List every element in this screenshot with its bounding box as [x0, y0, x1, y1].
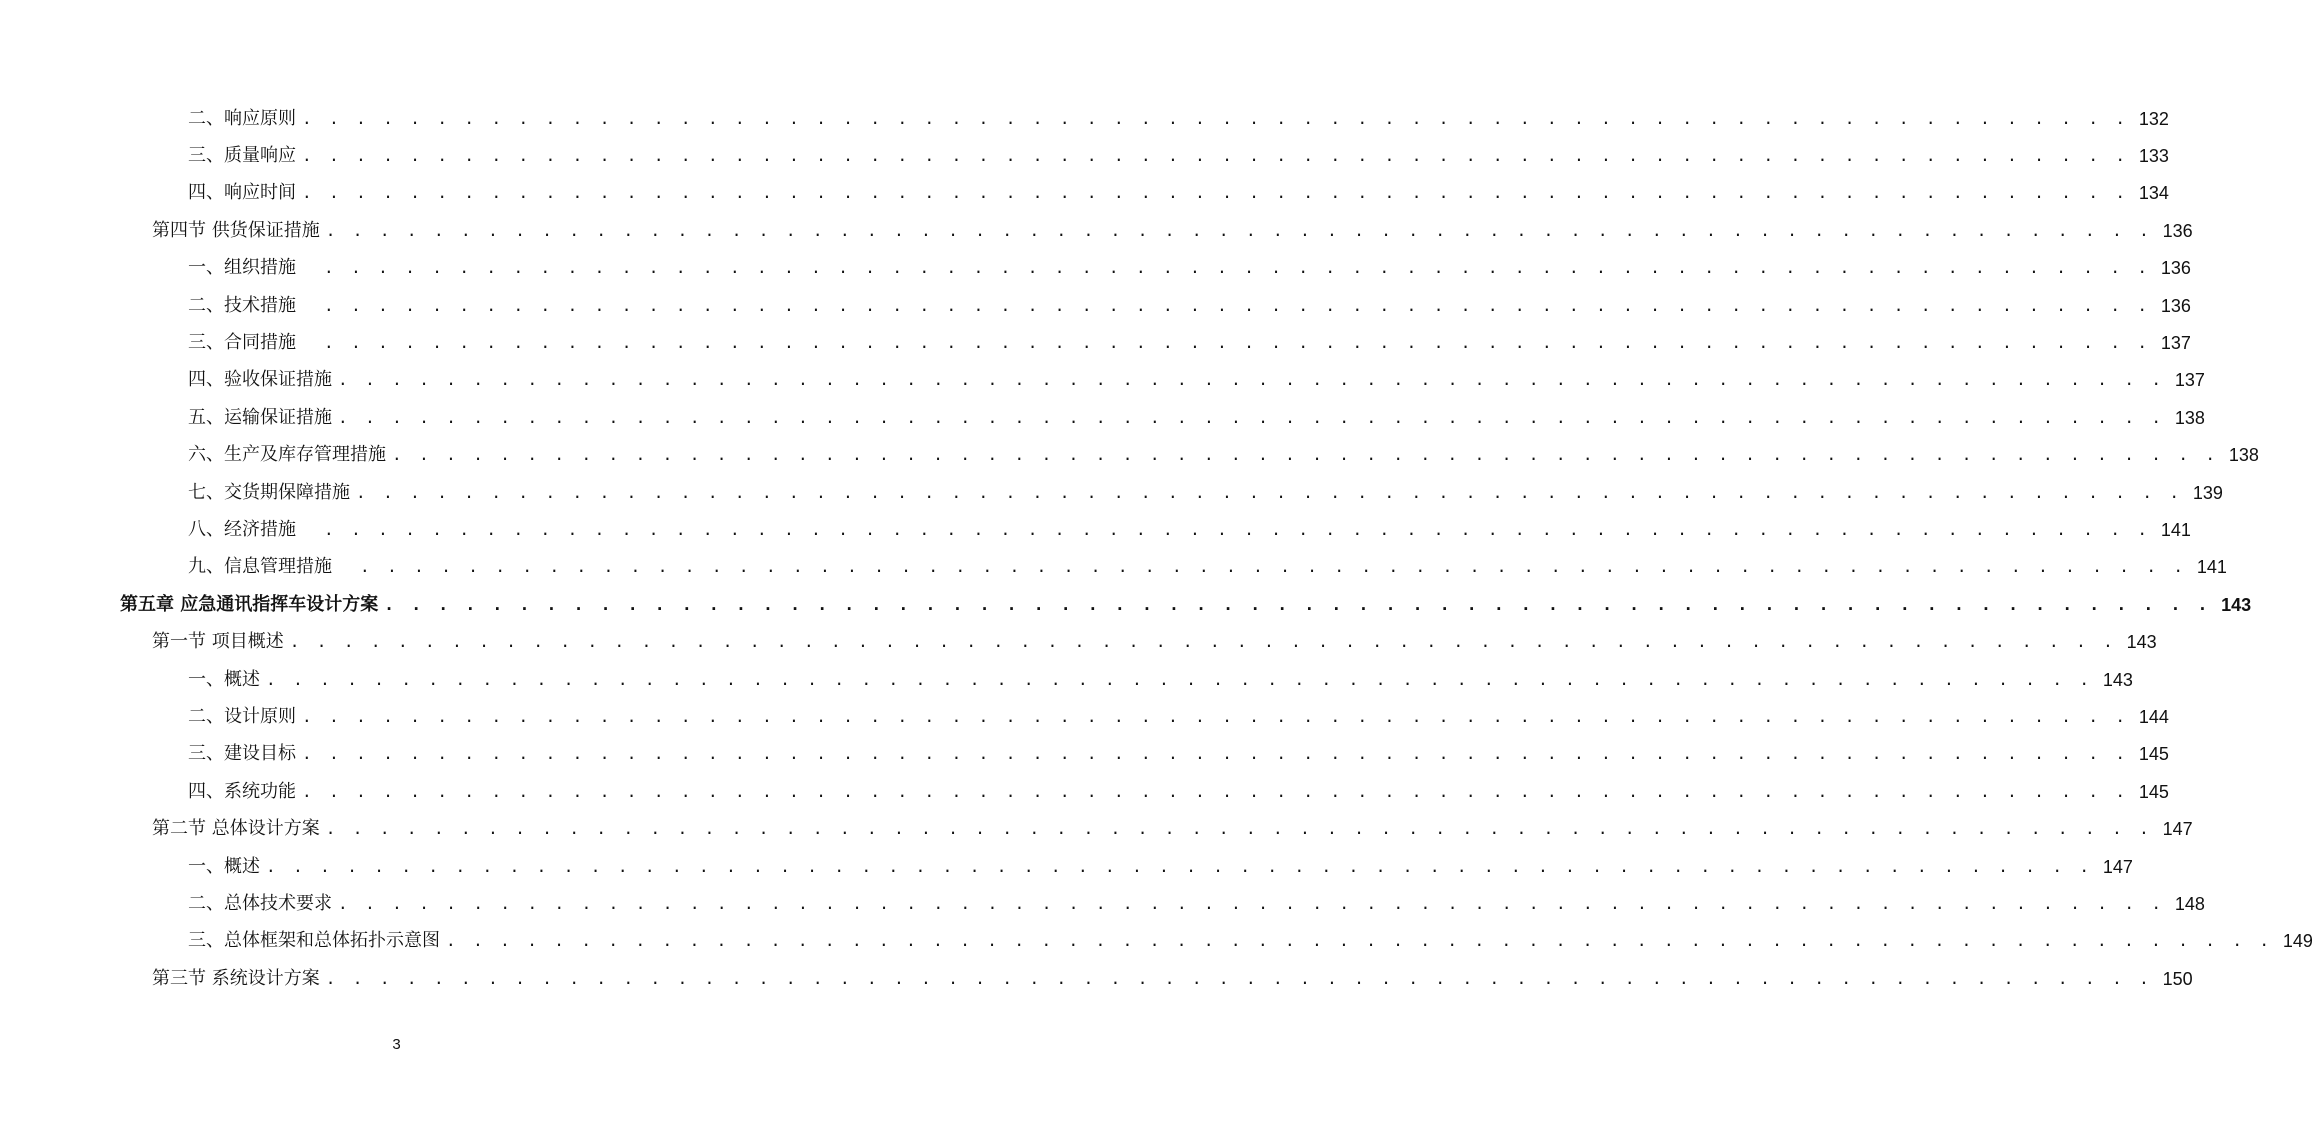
toc-entry-section[interactable]: [152, 810, 2193, 847]
toc-leader-dots: . . . . . . . . . . . . . . . . . . . . . . . . . . . . . . . . . . . . . . . . . . . . . . . . . . . . . . . . . . . . . . . . . . . .: [266, 669, 2093, 689]
toc-entry-page-number: 138: [2174, 407, 2205, 428]
toc-entry-page-number: 143: [2126, 632, 2157, 653]
toc-entry-label: 二、设计原则: [188, 705, 296, 727]
toc-leader-dots: . . . . . . . . . . . . . . . . . . . . . . . . . . . . . . . . . . . . . . . . . . . . . . . . . . . . . . . . . . . . . . . . . . . .: [384, 594, 2212, 614]
toc-entry-page-number: 134: [2138, 183, 2169, 204]
toc-entry-label: 八、经济措施: [188, 518, 296, 540]
toc-entry-label: 四、系统功能: [188, 780, 296, 802]
toc-leader-dots: . . . . . . . . . . . . . . . . . . . . . . . . . . . . . . . . . . . . . . . . . . . . . . . . . . . . . . . . . . . . . . . . . . . .: [324, 258, 2151, 278]
toc-entry-label: 第四节 供货保证措施: [152, 219, 320, 241]
toc-leader-dots: . . . . . . . . . . . . . . . . . . . . . . . . . . . . . . . . . . . . . . . . . . . . . . . . . . . . . . . . . . . . . . . . . . . .: [325, 968, 2153, 988]
toc-entry-section[interactable]: [152, 623, 2157, 660]
toc-entry-item[interactable]: [188, 250, 2191, 287]
toc-entry-item[interactable]: [188, 885, 2205, 922]
toc-entry-label: 三、质量响应: [188, 145, 296, 167]
toc-entry-item[interactable]: [188, 175, 2169, 212]
toc-entry-label: 六、生产及库存管理措施: [188, 444, 386, 466]
table-of-contents: [0, 100, 2313, 997]
toc-entry-page-number: 150: [2162, 968, 2193, 989]
toc-entry-label: 三、总体框架和总体拓扑示意图: [188, 930, 440, 952]
toc-entry-page-number: 143: [2102, 669, 2133, 690]
toc-leader-dots: . . . . . . . . . . . . . . . . . . . . . . . . . . . . . . . . . . . . . . . . . . . . . . . . . . . . . . . . . . . . . . . . . . . .: [360, 557, 2187, 577]
toc-entry-page-number: 145: [2138, 781, 2169, 802]
toc-entry-item[interactable]: [188, 399, 2205, 436]
toc-entry-item[interactable]: [188, 324, 2191, 361]
toc-entry-page-number: 133: [2138, 146, 2169, 167]
toc-entry-page-number: 147: [2162, 819, 2193, 840]
toc-entry-label: 九、信息管理措施: [188, 556, 332, 578]
toc-entry-item[interactable]: [188, 661, 2133, 698]
toc-entry-label: 二、技术措施: [188, 294, 296, 316]
page-number: 3: [392, 1036, 401, 1053]
toc-entry-label: 四、响应时间: [188, 182, 296, 204]
toc-entry-page-number: 141: [2196, 557, 2227, 578]
toc-entry-page-number: 137: [2174, 370, 2205, 391]
toc-entry-label: 七、交货期保障措施: [188, 481, 350, 503]
toc-entry-page-number: 136: [2160, 258, 2191, 279]
toc-entry-item[interactable]: [188, 549, 2227, 586]
toc-entry-label: 五、运输保证措施: [188, 406, 332, 428]
toc-entry-item[interactable]: [188, 287, 2191, 324]
toc-leader-dots: . . . . . . . . . . . . . . . . . . . . . . . . . . . . . . . . . . . . . . . . . . . . . . . . . . . . . . . . . . . . . . . . . . . .: [446, 931, 2273, 951]
toc-leader-dots: . . . . . . . . . . . . . . . . . . . . . . . . . . . . . . . . . . . . . . . . . . . . . . . . . . . . . . . . . . . . . . . . . . . .: [324, 519, 2151, 539]
toc-leader-dots: . . . . . . . . . . . . . . . . . . . . . . . . . . . . . . . . . . . . . . . . . . . . . . . . . . . . . . . . . . . . . . . . . . . .: [302, 744, 2129, 764]
toc-entry-item[interactable]: [188, 362, 2205, 399]
toc-entry-item[interactable]: [188, 773, 2169, 810]
toc-entry-item[interactable]: [188, 100, 2169, 137]
toc-entry-page-number: 144: [2138, 706, 2169, 727]
toc-entry-item[interactable]: [188, 511, 2191, 548]
toc-entry-item[interactable]: [188, 698, 2169, 735]
toc-entry-section[interactable]: [152, 212, 2193, 249]
toc-leader-dots: . . . . . . . . . . . . . . . . . . . . . . . . . . . . . . . . . . . . . . . . . . . . . . . . . . . . . . . . . . . . . . . . . . . .: [325, 220, 2153, 240]
toc-entry-item[interactable]: [188, 923, 2313, 960]
toc-entry-label: 第三节 系统设计方案: [152, 967, 320, 989]
toc-entry-page-number: 147: [2102, 856, 2133, 877]
toc-entry-label: 一、组织措施: [188, 257, 296, 279]
toc-entry-label: 一、概述: [188, 855, 260, 877]
toc-entry-page-number: 148: [2174, 893, 2205, 914]
toc-entry-item[interactable]: [188, 848, 2133, 885]
toc-leader-dots: . . . . . . . . . . . . . . . . . . . . . . . . . . . . . . . . . . . . . . . . . . . . . . . . . . . . . . . . . . . . . . . . . . . .: [324, 295, 2151, 315]
toc-entry-page-number: 138: [2228, 445, 2259, 466]
toc-entry-section[interactable]: [152, 960, 2193, 997]
toc-entry-chapter[interactable]: [120, 586, 2252, 623]
toc-entry-item[interactable]: [188, 736, 2169, 773]
toc-leader-dots: . . . . . . . . . . . . . . . . . . . . . . . . . . . . . . . . . . . . . . . . . . . . . . . . . . . . . . . . . . . . . . . . . . . .: [302, 183, 2129, 203]
toc-leader-dots: . . . . . . . . . . . . . . . . . . . . . . . . . . . . . . . . . . . . . . . . . . . . . . . . . . . . . . . . . . . . . . . . . . . .: [338, 370, 2165, 390]
toc-entry-page-number: 136: [2162, 220, 2193, 241]
toc-leader-dots: . . . . . . . . . . . . . . . . . . . . . . . . . . . . . . . . . . . . . . . . . . . . . . . . . . . . . . . . . . . . . . . . . . . .: [302, 781, 2129, 801]
toc-entry-label: 第二节 总体设计方案: [152, 818, 320, 840]
toc-leader-dots: . . . . . . . . . . . . . . . . . . . . . . . . . . . . . . . . . . . . . . . . . . . . . . . . . . . . . . . . . . . . . . . . . . . .: [266, 856, 2093, 876]
toc-entry-page-number: 132: [2138, 108, 2169, 129]
toc-entry-label: 二、总体技术要求: [188, 892, 332, 914]
toc-entry-page-number: 145: [2138, 744, 2169, 765]
toc-entry-item[interactable]: [188, 137, 2169, 174]
toc-leader-dots: . . . . . . . . . . . . . . . . . . . . . . . . . . . . . . . . . . . . . . . . . . . . . . . . . . . . . . . . . . . . . . . . . . . .: [302, 146, 2129, 166]
toc-entry-page-number: 137: [2160, 333, 2191, 354]
toc-leader-dots: . . . . . . . . . . . . . . . . . . . . . . . . . . . . . . . . . . . . . . . . . . . . . . . . . . . . . . . . . . . . . . . . . . . .: [302, 108, 2129, 128]
toc-leader-dots: . . . . . . . . . . . . . . . . . . . . . . . . . . . . . . . . . . . . . . . . . . . . . . . . . . . . . . . . . . . . . . . . . . . .: [338, 893, 2165, 913]
toc-leader-dots: . . . . . . . . . . . . . . . . . . . . . . . . . . . . . . . . . . . . . . . . . . . . . . . . . . . . . . . . . . . . . . . . . . . .: [356, 482, 2183, 502]
toc-leader-dots: . . . . . . . . . . . . . . . . . . . . . . . . . . . . . . . . . . . . . . . . . . . . . . . . . . . . . . . . . . . . . . . . . . . .: [392, 445, 2219, 465]
toc-entry-item[interactable]: [188, 437, 2259, 474]
toc-entry-page-number: 141: [2160, 519, 2191, 540]
toc-entry-page-number: 143: [2221, 594, 2252, 615]
toc-leader-dots: . . . . . . . . . . . . . . . . . . . . . . . . . . . . . . . . . . . . . . . . . . . . . . . . . . . . . . . . . . . . . . . . . . . .: [338, 407, 2165, 427]
toc-entry-label: 三、合同措施: [188, 332, 296, 354]
toc-entry-label: 第五章 应急通讯指挥车设计方案: [120, 593, 379, 615]
toc-leader-dots: . . . . . . . . . . . . . . . . . . . . . . . . . . . . . . . . . . . . . . . . . . . . . . . . . . . . . . . . . . . . . . . . . . . .: [325, 819, 2153, 839]
toc-entry-page-number: 139: [2192, 482, 2223, 503]
toc-entry-page-number: 149: [2282, 931, 2313, 952]
toc-entry-page-number: 136: [2160, 295, 2191, 316]
toc-entry-item[interactable]: [188, 474, 2223, 511]
toc-leader-dots: . . . . . . . . . . . . . . . . . . . . . . . . . . . . . . . . . . . . . . . . . . . . . . . . . . . . . . . . . . . . . . . . . . . .: [289, 632, 2117, 652]
toc-leader-dots: . . . . . . . . . . . . . . . . . . . . . . . . . . . . . . . . . . . . . . . . . . . . . . . . . . . . . . . . . . . . . . . . . . . .: [302, 706, 2129, 726]
toc-entry-label: 三、建设目标: [188, 743, 296, 765]
toc-leader-dots: . . . . . . . . . . . . . . . . . . . . . . . . . . . . . . . . . . . . . . . . . . . . . . . . . . . . . . . . . . . . . . . . . . . .: [324, 333, 2151, 353]
toc-entry-label: 一、概述: [188, 668, 260, 690]
toc-entry-label: 第一节 项目概述: [152, 631, 284, 653]
toc-entry-label: 二、响应原则: [188, 107, 296, 129]
toc-entry-label: 四、验收保证措施: [188, 369, 332, 391]
